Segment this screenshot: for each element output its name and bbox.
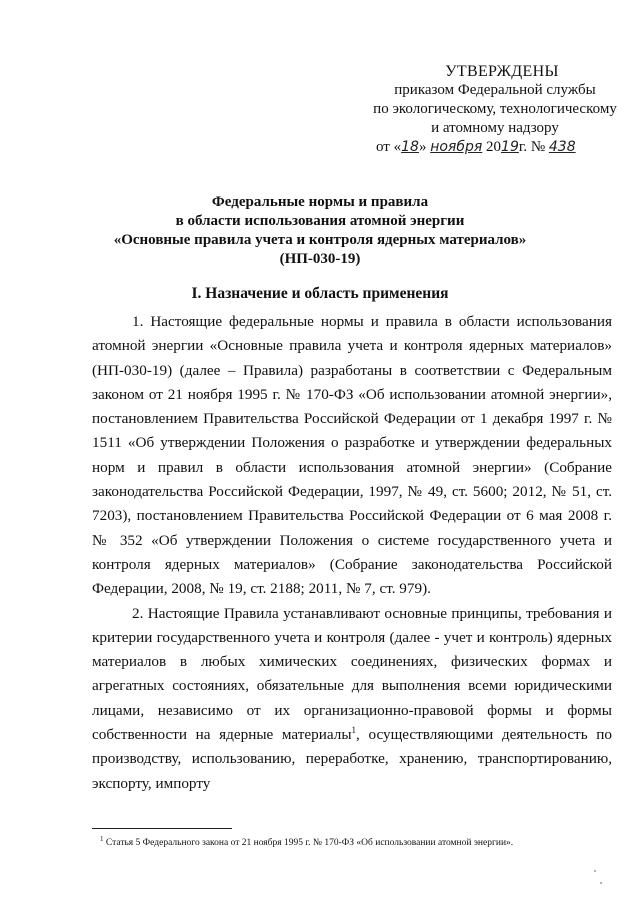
date-day-handwritten: 18 xyxy=(401,139,419,155)
title-line-3: «Основные правила учета и контроля ядерных материалов» xyxy=(113,232,527,248)
approval-line-3: и атомному надзору xyxy=(431,120,559,136)
order-number-handwritten: 438 xyxy=(548,139,576,155)
approved-heading: УТВЕРЖДЕНЫ xyxy=(445,63,559,80)
scan-speck xyxy=(594,870,596,872)
approval-line-1: приказом Федеральной службы xyxy=(394,82,596,98)
title-line-4: (НП-030-19) xyxy=(279,251,361,267)
date-year-prefix: 20 xyxy=(486,139,502,155)
footnote-text: Статья 5 Федерального закона от 21 ноября 1995 г. № 170-ФЗ «Об использовании атомной энергии». xyxy=(105,838,514,849)
footnote-divider xyxy=(92,828,232,829)
approval-date-line xyxy=(360,138,630,157)
paragraph-2-part-2: , осуществляющими деятельность по производству, использованию, переработке, хранению, транспортированию, экспорту, импорту xyxy=(92,726,612,792)
scan-speck xyxy=(600,882,602,884)
paragraph-1: 1. Настоящие федеральные нормы и правила в области использования атомной энергии «Основные правила учета и контроля ядерных материалов» (НП-030-19) (далее – Правила) разработаны в соответствии с Федеральным законом от 21 ноября 1995 г. № 170-ФЗ «Об использовании атомной энергии», постановлением Правительства Российской Федерации от 1 декабря 1997 г. № 1511 «Об утверждении Положения о разработке и утверждении федеральных норм и правил в области использования атомной энергии» (Собрание законодательства Российской Федерации, 1997, № 49, ст. 5600; 2012, № 51, ст. 7203), постановлением Правительства Российской Федерации от 6 мая 2008 г. № 352 «Об утверждении Положения о системе государственного учета и контроля ядерных материалов» (Собрание законодательства Российской Федерации, 2008, № 19, ст. 2188; 2011, № 7, ст. 979). xyxy=(92,313,612,598)
date-month-handwritten: ноября xyxy=(430,139,483,155)
date-year-handwritten: 19 xyxy=(501,139,519,155)
footnote xyxy=(100,833,620,849)
footnote-mark: 1 xyxy=(100,835,104,843)
document-title xyxy=(110,193,530,269)
footnote-reference: 1 xyxy=(351,724,357,735)
approval-line-2: по экологическому, технологическому xyxy=(373,101,617,117)
title-line-2: в области использования атомной энергии xyxy=(175,213,465,229)
date-mid: » xyxy=(418,139,427,155)
section-heading: I. Назначение и область применения xyxy=(191,285,449,302)
date-number-label: г. № xyxy=(518,139,546,155)
paragraph-2 xyxy=(92,602,612,796)
title-line-1: Федеральные нормы и правила xyxy=(211,194,429,210)
paragraph-2-part-1: 2. Настоящие Правила устанавливают основные принципы, требования и критерии государственного учета и контроля (далее - учет и контроль) ядерных материалов в любых химических соединениях, физических формах и агрегатных состояниях, обязательные для выполнения всеми юридическими лицами, независимо от их организационно-правовой формы и формы собственности на ядерные материалы xyxy=(92,604,612,744)
date-prefix: от « xyxy=(376,139,402,155)
approval-stamp xyxy=(360,62,630,157)
body-text xyxy=(92,310,612,796)
